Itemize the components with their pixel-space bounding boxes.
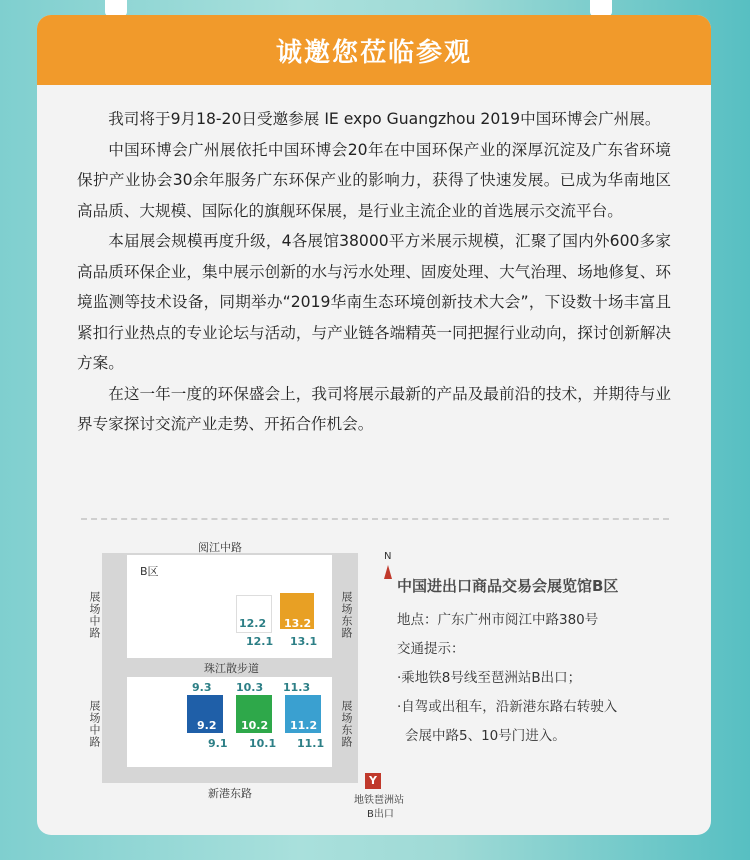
hall-10-1-label: 10.1 <box>249 737 277 750</box>
transport-tip-1: ·乘地铁8号线至琶洲站B出口； <box>397 670 582 686</box>
dashed-divider <box>81 518 669 520</box>
transport-tip-2-line2: 会展中路5、10号门进入。 <box>405 728 566 744</box>
road-bottom-label: 新港东路 <box>208 787 252 800</box>
hall-11-2-label: 11.2 <box>290 719 318 732</box>
top-hook-left <box>105 0 127 16</box>
card-header <box>37 15 711 85</box>
transport-title: 交通提示： <box>397 641 465 657</box>
venue-title: 中国进出口商品交易会展览馆B区 <box>397 577 619 595</box>
top-hook-right <box>590 0 612 16</box>
road-middle-label: 珠江散步道 <box>204 662 259 675</box>
paragraph-1: 我司将于9月18-20日受邀参展 IE expo Guangzhou 2019中国环博会广州展。 <box>108 110 661 128</box>
hall-13-1-label: 13.1 <box>290 635 318 648</box>
hall-9-3-label: 9.3 <box>192 681 212 694</box>
road-left-upper-label: 展场中路 <box>88 591 101 639</box>
transport-tip-2-line1: ·自驾或出租车，沿新港东路右转驶入 <box>397 699 618 715</box>
metro-icon <box>365 773 381 789</box>
invitation-card <box>37 15 711 835</box>
venue-address: 地点：广东广州市阅江中路380号 <box>397 612 599 628</box>
hall-10-3-label: 10.3 <box>236 681 264 694</box>
hall-11-1-label: 11.1 <box>297 737 325 750</box>
invitation-body <box>37 85 711 440</box>
road-top-label: 阅江中路 <box>198 541 242 554</box>
road-right-upper-label: 展场东路 <box>340 591 353 639</box>
hall-11-3-label: 11.3 <box>283 681 311 694</box>
hall-13-2-label: 13.2 <box>284 617 312 630</box>
hall-12-1-label: 12.1 <box>246 635 274 648</box>
paragraph-3: 本届展会规模再度升级，4各展馆38000平方米展示规模，汇聚了国内外600多家高品质环保企业，集中展示创新的水与污水处理、固废处理、大气治理、场地修复、环境监测等技术设备，同期举办“2019华南生态环境创新技术大会”，下设数十场丰富且紧扣行业热点的专业论坛与活动，与产业链各端精英一同把握行业动向，探讨创新解决方案。 <box>77 232 671 372</box>
north-arrow-icon <box>384 565 392 579</box>
hall-12-2-label: 12.2 <box>239 617 267 630</box>
hall-9-2-label: 9.2 <box>197 719 217 732</box>
paragraph-2: 中国环博会广州展依托中国环博会20年在中国环保产业的深厚沉淀及广东省环境保护产业协会30余年服务广东环保产业的影响力，获得了快速发展。已成为华南地区高品质、大规模、国际化的旗舰环保展，是行业主流企业的首选展示交流平台。 <box>77 140 671 220</box>
hall-9-1-label: 9.1 <box>208 737 228 750</box>
card-title: 诚邀您莅临参观 <box>275 37 472 68</box>
north-label: N <box>384 551 392 562</box>
paragraph-4: 在这一年一度的环保盛会上，我司将展示最新的产品及最前沿的技术，并期待与业界专家探讨交流产业走势、开拓合作机会。 <box>77 384 671 433</box>
metro-label-line1: 地铁琶洲站 <box>354 795 404 806</box>
hall-10-2-label: 10.2 <box>241 719 269 732</box>
road-right-lower-label: 展场东路 <box>340 700 353 748</box>
venue-info <box>397 575 697 751</box>
metro-symbol: Y <box>369 774 377 787</box>
venue-map <box>84 535 404 825</box>
zone-label: B区 <box>140 565 159 578</box>
metro-label-line2: B出口 <box>367 809 394 820</box>
road-left-lower-label: 展场中路 <box>88 700 101 748</box>
